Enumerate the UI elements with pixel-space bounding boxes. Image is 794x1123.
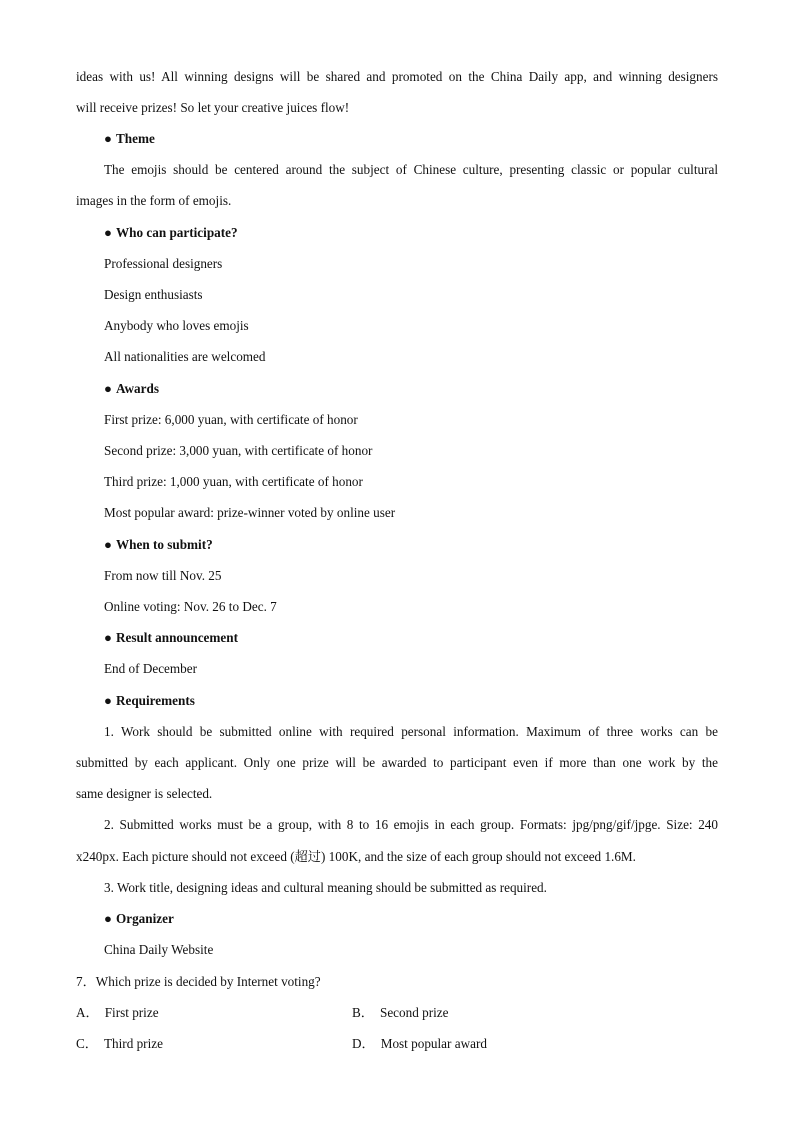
list-item: Second prize: 3,000 yuan, with certificate of honor (104, 443, 373, 458)
requirement-2-line-1: 2. Submitted works must be a group, with 8 to 16 emojis in each group. Formats: jpg/png/gif/jpge. Size: 240 (104, 817, 718, 832)
list-item: Design enthusiasts (104, 287, 203, 302)
option-letter: B． (352, 1005, 374, 1020)
option-text: Second prize (379, 1005, 449, 1020)
intro-line-1: ideas with us! All winning designs will be shared and promoted on the China Daily app, and winning designers (76, 69, 718, 84)
theme-line-2: images in the form of emojis. (76, 193, 232, 208)
intro-line-2: will receive prizes! So let your creative juices flow! (76, 100, 350, 115)
list-item: Most popular award: prize-winner voted by online user (104, 505, 396, 520)
bullet-icon: ● (104, 537, 112, 552)
list-item: China Daily Website (104, 942, 214, 957)
list-item: Anybody who loves emojis (104, 318, 249, 333)
bullet-icon: ● (104, 225, 112, 240)
section-heading-requirements: ● Requirements (104, 693, 195, 708)
section-heading-participants: ● Who can participate? (104, 225, 238, 240)
option-letter: C． (76, 1036, 98, 1051)
bullet-icon: ● (104, 131, 112, 146)
section-heading-submit: ● When to submit? (104, 537, 213, 552)
option-text: First prize (104, 1005, 159, 1020)
section-heading-result: ● Result announcement (104, 630, 238, 645)
requirement-2-line-2: x240px. Each picture should not exceed (超过) 100K, and the size of each group should not exceed 1.6M. (76, 849, 636, 864)
option-letter: D． (352, 1036, 375, 1051)
section-heading-awards: ● Awards (104, 381, 159, 396)
question-stem: 7．Which prize is decided by Internet voting? (76, 974, 321, 989)
requirement-1-line-3: same designer is selected. (76, 786, 213, 801)
list-item: Third prize: 1,000 yuan, with certificate of honor (104, 474, 363, 489)
bullet-icon: ● (104, 911, 112, 926)
option-text: Most popular award (380, 1036, 487, 1051)
requirement-1-line-2: submitted by each applicant. Only one prize will be awarded to participant even if more than one work by the (76, 755, 718, 770)
option-text: Third prize (103, 1036, 163, 1051)
requirement-1-line-1: 1. Work should be submitted online with required personal information. Maximum of three works can be (104, 724, 718, 739)
list-item: Professional designers (104, 256, 223, 271)
list-item: First prize: 6,000 yuan, with certificate of honor (104, 412, 358, 427)
list-item: From now till Nov. 25 (104, 568, 222, 583)
list-item: Online voting: Nov. 26 to Dec. 7 (104, 599, 277, 614)
requirement-3-line-1: 3. Work title, designing ideas and cultural meaning should be submitted as required. (104, 880, 547, 895)
option-a[interactable] (76, 1004, 159, 1022)
theme-line-1: The emojis should be centered around the subject of Chinese culture, presenting classic or popular cultural (104, 162, 718, 177)
option-letter: A． (76, 1005, 99, 1020)
option-d[interactable] (352, 1035, 487, 1053)
bullet-icon: ● (104, 630, 112, 645)
option-b[interactable] (352, 1004, 448, 1022)
list-item: All nationalities are welcomed (104, 349, 266, 364)
bullet-icon: ● (104, 693, 112, 708)
section-heading-theme: ● Theme (104, 131, 155, 146)
section-heading-organizer: ● Organizer (104, 911, 174, 926)
bullet-icon: ● (104, 381, 112, 396)
list-item: End of December (104, 661, 198, 676)
option-c[interactable] (76, 1035, 163, 1053)
